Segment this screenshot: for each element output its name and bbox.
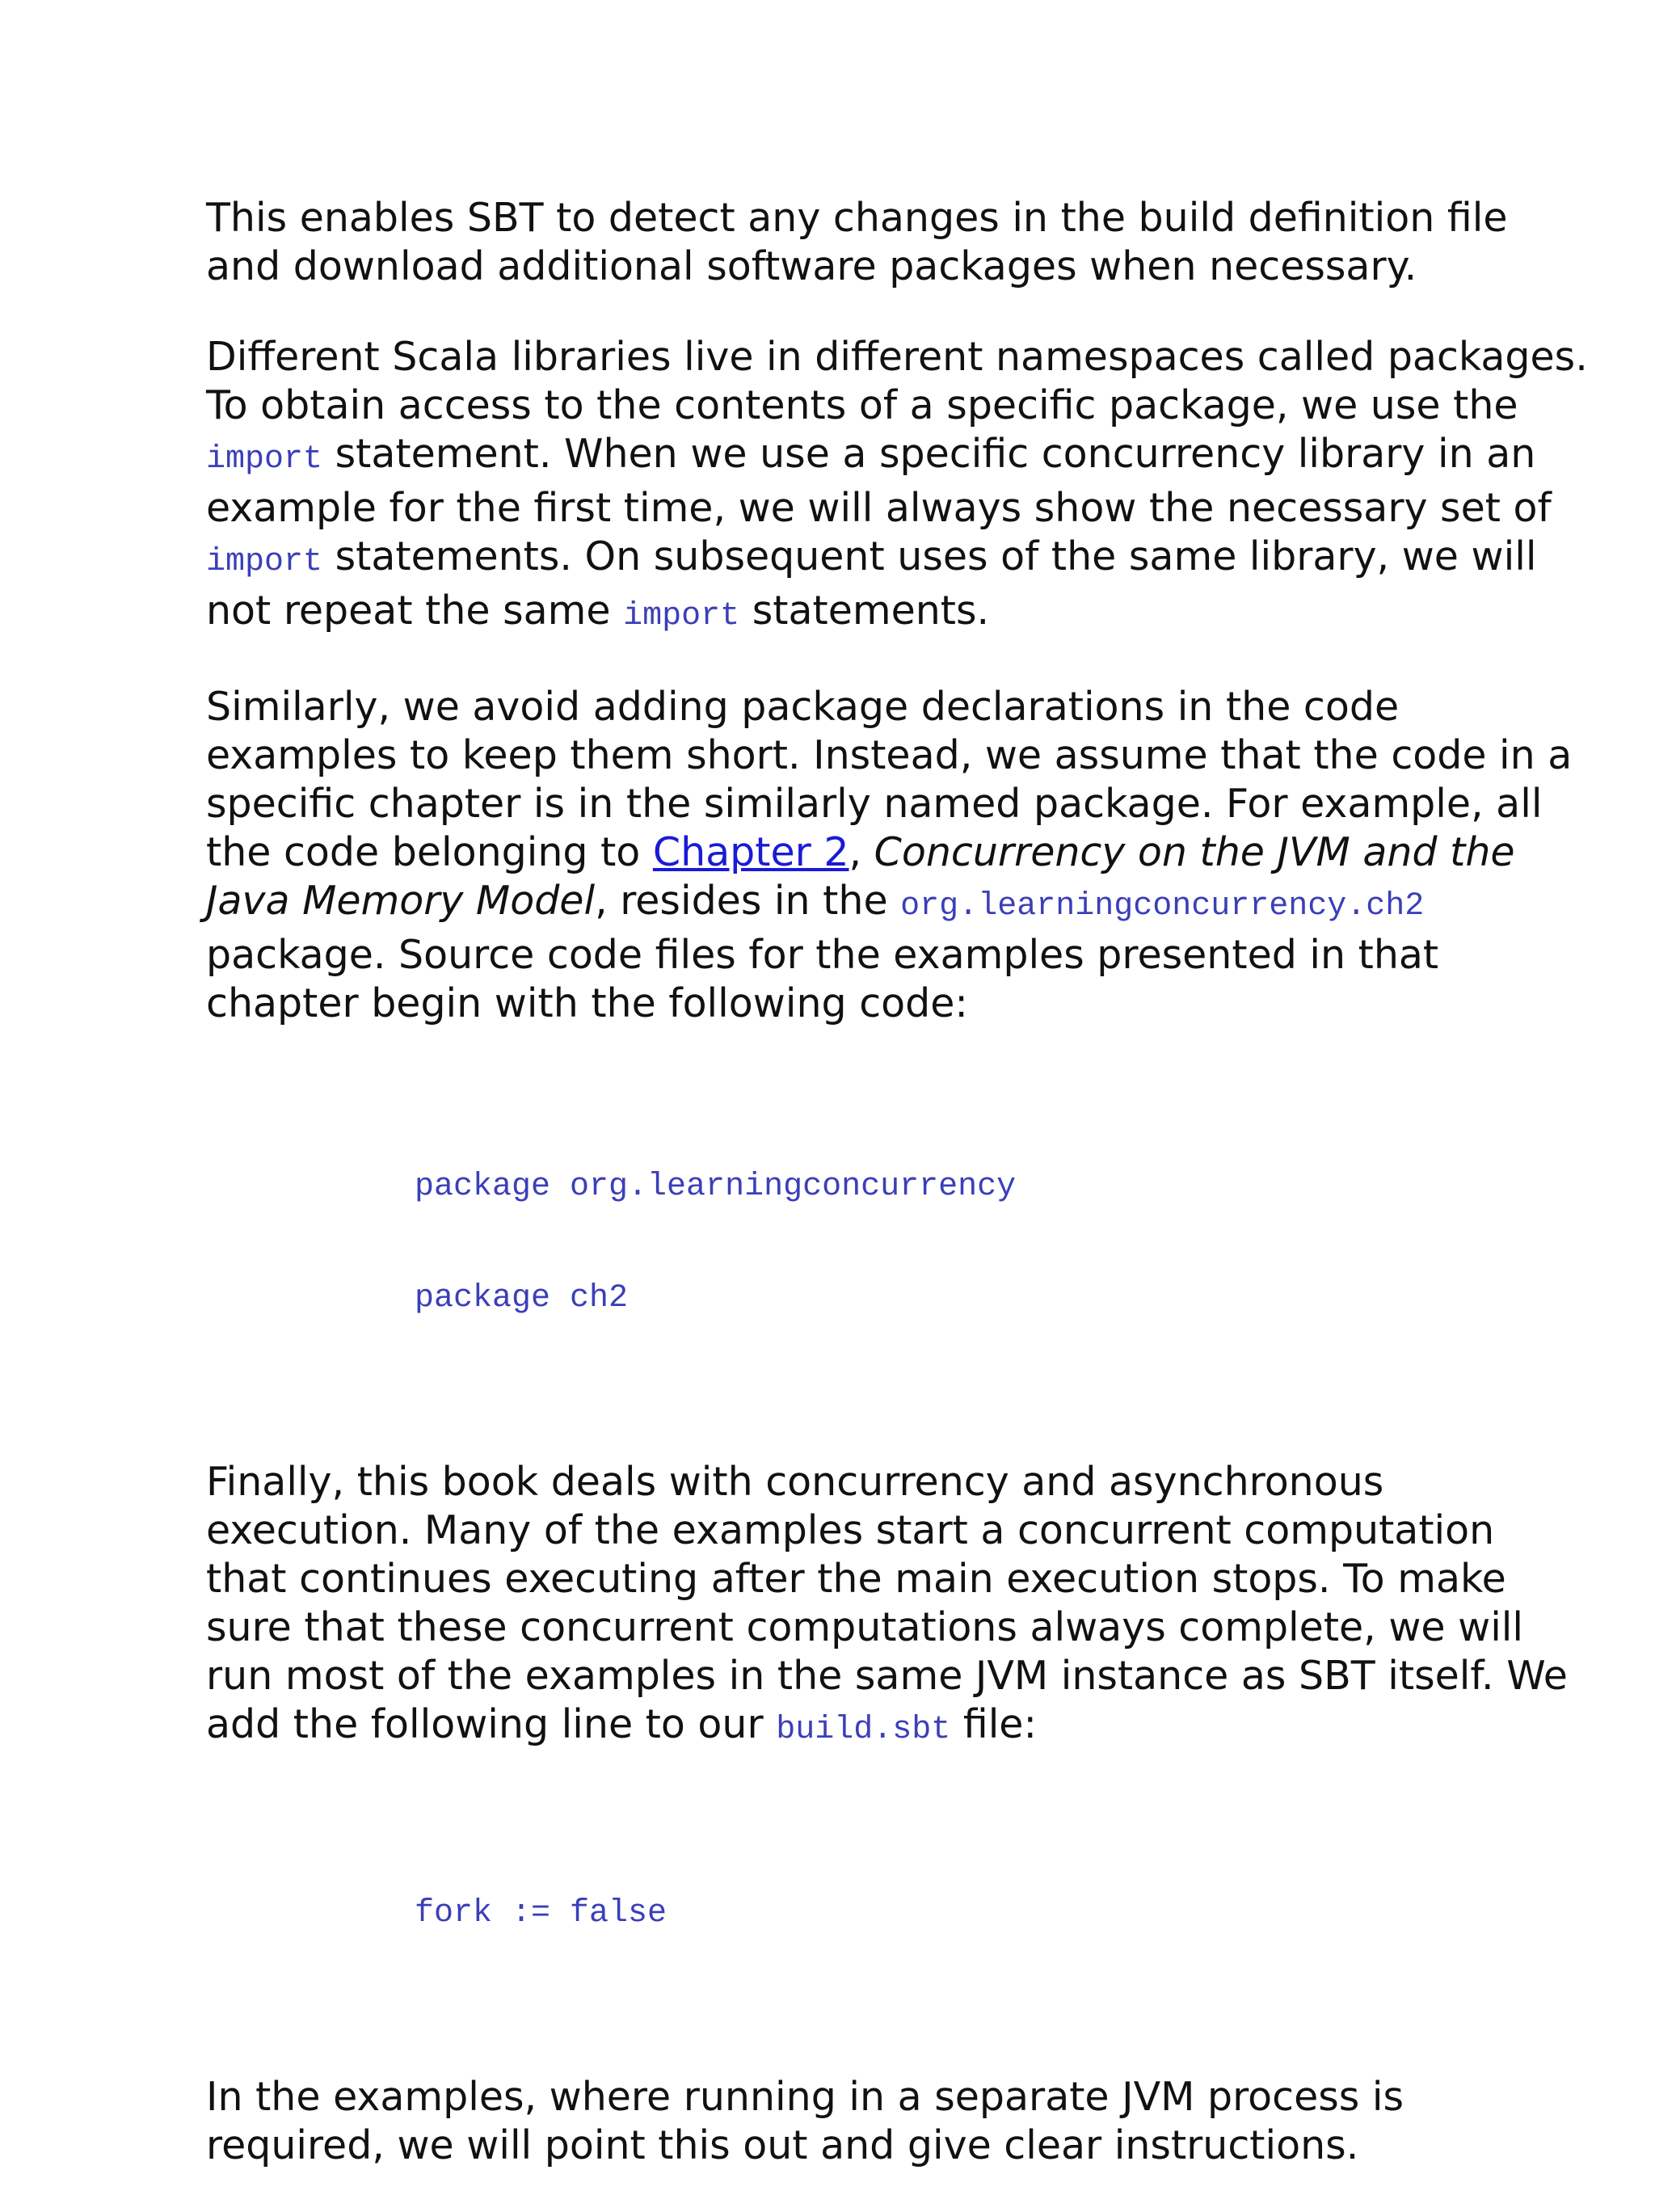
- code-block-fork: [415, 1821, 1467, 2007]
- document-page: [206, 194, 1588, 2212]
- chapter-title-italic: Java Memory Model: [206, 878, 596, 924]
- text-fragment: statements.: [739, 588, 990, 634]
- paragraph-separate-jvm: [206, 2073, 1467, 2170]
- text-line: examples to keep them short. Instead, we assume that the code in a: [206, 732, 1573, 778]
- text-line: execution. Many of the examples start a concurrent computation: [206, 1507, 1495, 1553]
- paragraph-sbt-detect: [206, 194, 1508, 291]
- inline-code-package-name: org.learningconcurrency.ch2: [900, 888, 1425, 925]
- text-line: that continues executing after the main execution stops. To make: [206, 1556, 1506, 1602]
- text-line: Similarly, we avoid adding package declarations in the code: [206, 684, 1400, 730]
- inline-code-import: import: [206, 441, 323, 478]
- text-line: This enables SBT to detect any changes in the build definition file: [206, 195, 1508, 241]
- text-line: specific chapter is in the similarly named package. For example, all: [206, 781, 1543, 827]
- code-line: package ch2: [415, 1280, 629, 1317]
- paragraph-package-declarations: [206, 683, 1573, 1028]
- text-fragment: , resides in the: [595, 878, 901, 924]
- text-fragment: statement. When we use a specific concurrency library in an: [322, 431, 1536, 477]
- chapter-title-italic: Concurrency on the JVM and the: [874, 829, 1515, 875]
- text-line: sure that these concurrent computations always complete, we will: [206, 1604, 1524, 1650]
- text-fragment: not repeat the same: [206, 588, 624, 634]
- text-line: example for the first time, we will always show the necessary set of: [206, 485, 1552, 531]
- text-line: package. Source code files for the examples presented in that: [206, 932, 1439, 978]
- code-line: fork := false: [415, 1895, 667, 1932]
- code-line: package org.learningconcurrency: [415, 1169, 1017, 1205]
- text-fragment: statements. On subsequent uses of the same library, we will: [322, 533, 1537, 579]
- text-fragment: file:: [950, 1701, 1037, 1747]
- text-line: required, we will point this out and give clear instructions.: [206, 2122, 1359, 2168]
- text-fragment: ,: [849, 829, 874, 875]
- inline-code-build-sbt: build.sbt: [776, 1712, 951, 1748]
- inline-code-import: import: [623, 598, 740, 634]
- text-line: [206, 877, 1467, 931]
- text-line: and download additional software packages when necessary.: [206, 243, 1417, 289]
- text-line: chapter begin with the following code:: [206, 980, 968, 1026]
- text-fragment: add the following line to our: [206, 1701, 777, 1747]
- text-line: [206, 430, 1536, 484]
- text-line: [206, 533, 1537, 587]
- text-line: [206, 828, 1515, 877]
- paragraph-packages-import: [206, 333, 1588, 641]
- text-line: To obtain access to the contents of a specific package, we use the: [206, 382, 1518, 428]
- text-fragment: the code belonging to: [206, 829, 653, 875]
- paragraph-fork-explanation: [206, 1458, 1568, 1755]
- chapter-2-link[interactable]: Chapter 2: [652, 829, 849, 875]
- text-line: Different Scala libraries live in different namespaces called packages.: [206, 334, 1588, 380]
- text-line: In the examples, where running in a separate JVM process is: [206, 2074, 1404, 2120]
- text-line: run most of the examples in the same JVM instance as SBT itself. We: [206, 1653, 1568, 1699]
- code-block-package: [415, 1094, 1467, 1392]
- text-line: Finally, this book deals with concurrency and asynchronous: [206, 1459, 1384, 1505]
- inline-code-import: import: [206, 544, 323, 580]
- text-line: [206, 587, 1467, 641]
- text-line: [206, 1700, 1467, 1755]
